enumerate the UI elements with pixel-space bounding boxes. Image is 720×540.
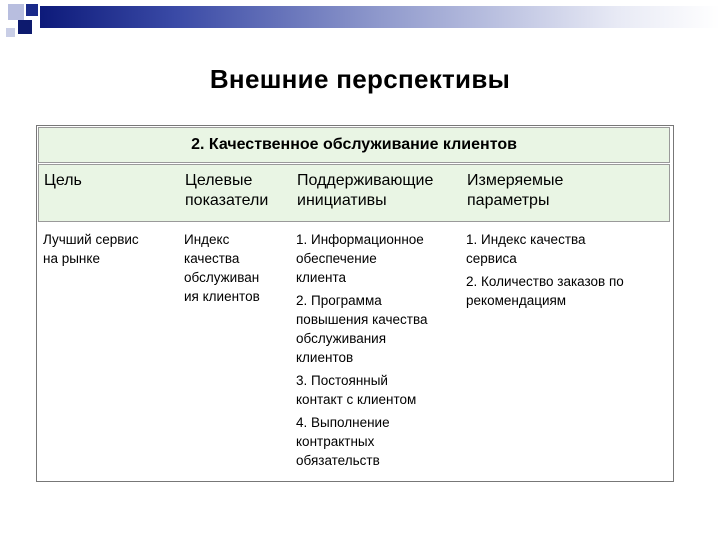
table-header-row: [38, 164, 670, 222]
initiative-item: 2. Программа повышения качества обслуживания клиентов: [296, 293, 428, 365]
decor-square: [8, 4, 24, 20]
initiative-item: 4. Выполнение контрактных обязательств: [296, 415, 390, 468]
decorative-banner: [0, 0, 720, 40]
initiative-item: 3. Постоянный контакт с клиентом: [296, 373, 417, 407]
table-row: [38, 223, 670, 477]
initiative-item: 1. Информационное обеспечение клиента: [296, 232, 424, 285]
slide-title: Внешние перспективы: [209, 64, 511, 94]
cell-parameters: [466, 223, 666, 314]
cell-initiatives: [296, 223, 462, 474]
decor-square: [26, 4, 38, 16]
decor-square: [18, 20, 32, 34]
header-initiatives: Поддерживающие инициативы: [297, 172, 434, 209]
decor-square: [6, 28, 15, 37]
gradient-bar: [40, 6, 720, 28]
header-goal: Цель: [44, 172, 82, 189]
table-caption: 2. Качественное обслуживание клиентов: [38, 127, 670, 163]
header-parameters: Измеряемые параметры: [467, 172, 564, 209]
strategy-table: [36, 125, 674, 482]
parameter-item: 2. Количество заказов по рекомендациям: [466, 274, 624, 308]
cell-indicator: Индекс качества обслуживан ия клиентов: [184, 232, 260, 304]
parameter-item: 1. Индекс качества сервиса: [466, 232, 586, 266]
header-indicators: Целевые показатели: [185, 172, 269, 209]
cell-goal: Лучший сервис на рынке: [43, 232, 139, 266]
